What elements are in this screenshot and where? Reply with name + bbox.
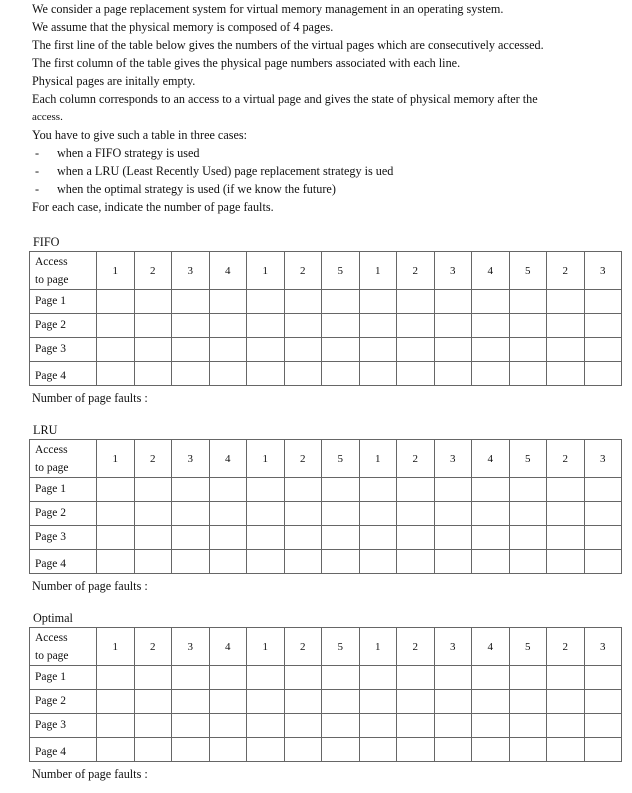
answer-cell[interactable]	[472, 338, 510, 362]
answer-cell[interactable]	[97, 738, 135, 762]
bullet-optimal: - when the optimal strategy is used (if we know the future)	[35, 182, 336, 196]
access-value-cell: 1	[359, 628, 397, 666]
access-value-cell: 5	[322, 252, 360, 290]
answer-cell[interactable]	[97, 362, 135, 386]
access-value-cell: 1	[359, 440, 397, 478]
answer-cell[interactable]	[134, 478, 172, 502]
answer-cell[interactable]	[359, 666, 397, 690]
answer-cell[interactable]	[322, 666, 360, 690]
answer-cell[interactable]	[472, 666, 510, 690]
access-row	[30, 440, 622, 478]
answer-cell[interactable]	[284, 478, 322, 502]
answer-cell[interactable]	[509, 738, 547, 762]
answer-cell[interactable]	[509, 478, 547, 502]
answer-cell[interactable]	[172, 478, 210, 502]
answer-cell[interactable]	[284, 502, 322, 526]
answer-cell[interactable]	[359, 338, 397, 362]
access-value-cell: 1	[97, 252, 135, 290]
access-value-cell: 2	[134, 628, 172, 666]
answer-cell[interactable]	[247, 314, 285, 338]
access-header-cell	[30, 628, 97, 666]
answer-cell[interactable]	[134, 550, 172, 574]
problem-statement	[32, 0, 622, 144]
answer-cell[interactable]	[359, 314, 397, 338]
answer-cell[interactable]	[97, 338, 135, 362]
answer-cell[interactable]	[584, 290, 622, 314]
answer-cell[interactable]	[397, 314, 435, 338]
answer-cell[interactable]	[584, 714, 622, 738]
intro-line: Each column corresponds to an access to a virtual page and gives the state of physical memory after the	[32, 92, 538, 106]
access-value-cell: 2	[397, 440, 435, 478]
answer-cell[interactable]	[247, 290, 285, 314]
page-row	[30, 666, 622, 690]
answer-cell[interactable]	[284, 362, 322, 386]
answer-cell[interactable]	[172, 362, 210, 386]
answer-cell[interactable]	[397, 690, 435, 714]
answer-cell[interactable]	[359, 290, 397, 314]
access-label-line: Access	[35, 443, 68, 456]
lru-page-faults-label: Number of page faults :	[32, 579, 148, 593]
access-label-line: Access	[35, 631, 68, 644]
page-label-cell: Page 3	[30, 338, 97, 362]
answer-cell[interactable]	[209, 478, 247, 502]
answer-cell[interactable]	[547, 690, 585, 714]
answer-cell[interactable]	[584, 666, 622, 690]
answer-cell[interactable]	[322, 714, 360, 738]
access-value-cell: 2	[134, 252, 172, 290]
answer-cell[interactable]	[172, 526, 210, 550]
access-label-line: to page	[35, 273, 69, 286]
page-row	[30, 338, 622, 362]
answer-cell[interactable]	[584, 338, 622, 362]
answer-cell[interactable]	[359, 478, 397, 502]
answer-cell[interactable]	[434, 666, 472, 690]
answer-cell[interactable]	[509, 526, 547, 550]
answer-cell[interactable]	[359, 526, 397, 550]
access-value-cell: 3	[584, 628, 622, 666]
answer-cell[interactable]	[472, 502, 510, 526]
answer-cell[interactable]	[97, 666, 135, 690]
access-value-cell: 2	[284, 252, 322, 290]
answer-cell[interactable]	[472, 478, 510, 502]
answer-cell[interactable]	[209, 338, 247, 362]
access-value-cell: 5	[509, 440, 547, 478]
answer-cell[interactable]	[547, 526, 585, 550]
answer-cell[interactable]	[97, 314, 135, 338]
answer-cell[interactable]	[584, 502, 622, 526]
intro-line: The first column of the table gives the physical page numbers associated with each line.	[32, 56, 461, 70]
access-value-cell: 4	[472, 252, 510, 290]
answer-cell[interactable]	[472, 362, 510, 386]
answer-cell[interactable]	[547, 666, 585, 690]
answer-cell[interactable]	[584, 550, 622, 574]
page-row	[30, 738, 622, 762]
section-title-optimal: Optimal	[33, 611, 73, 625]
answer-cell[interactable]	[547, 714, 585, 738]
answer-cell[interactable]	[397, 738, 435, 762]
answer-cell[interactable]	[397, 362, 435, 386]
access-value-cell: 3	[172, 252, 210, 290]
access-value-cell: 1	[97, 628, 135, 666]
access-label-line: to page	[35, 649, 69, 662]
fifo-page-faults-label: Number of page faults :	[32, 391, 148, 405]
answer-cell[interactable]	[359, 690, 397, 714]
access-value-cell: 3	[584, 252, 622, 290]
answer-cell[interactable]	[209, 550, 247, 574]
answer-cell[interactable]	[247, 526, 285, 550]
answer-cell[interactable]	[322, 362, 360, 386]
page-row	[30, 314, 622, 338]
answer-cell[interactable]	[322, 526, 360, 550]
answer-cell[interactable]	[209, 690, 247, 714]
answer-cell[interactable]	[472, 550, 510, 574]
bullet-text: when a FIFO strategy is used	[57, 146, 200, 160]
answer-cell[interactable]	[397, 478, 435, 502]
answer-cell[interactable]	[284, 526, 322, 550]
access-label-line: to page	[35, 461, 69, 474]
page-label-cell: Page 4	[30, 738, 97, 762]
answer-cell[interactable]	[584, 478, 622, 502]
access-value-cell: 3	[172, 440, 210, 478]
fifo-table	[29, 251, 622, 386]
answer-cell[interactable]	[472, 290, 510, 314]
intro-line: Physical pages are initally empty.	[32, 74, 196, 88]
access-value-cell: 1	[359, 252, 397, 290]
answer-cell[interactable]	[509, 314, 547, 338]
answer-cell[interactable]	[547, 738, 585, 762]
answer-cell[interactable]	[584, 690, 622, 714]
answer-cell[interactable]	[434, 714, 472, 738]
access-value-cell: 2	[547, 628, 585, 666]
answer-cell[interactable]	[209, 738, 247, 762]
access-row	[30, 252, 622, 290]
access-value-cell: 2	[547, 440, 585, 478]
access-value-cell: 1	[97, 440, 135, 478]
answer-cell[interactable]	[284, 338, 322, 362]
answer-cell[interactable]	[547, 314, 585, 338]
answer-cell[interactable]	[359, 714, 397, 738]
answer-cell[interactable]	[97, 526, 135, 550]
answer-cell[interactable]	[509, 502, 547, 526]
answer-cell[interactable]	[134, 502, 172, 526]
access-value-cell: 3	[434, 440, 472, 478]
answer-cell[interactable]	[547, 478, 585, 502]
answer-cell[interactable]	[284, 290, 322, 314]
answer-cell[interactable]	[547, 362, 585, 386]
answer-cell[interactable]	[509, 550, 547, 574]
answer-cell[interactable]	[472, 314, 510, 338]
answer-cell[interactable]	[172, 690, 210, 714]
access-value-cell: 3	[584, 440, 622, 478]
answer-cell[interactable]	[359, 362, 397, 386]
page-row	[30, 290, 622, 314]
answer-cell[interactable]	[247, 738, 285, 762]
access-value-cell: 5	[322, 628, 360, 666]
answer-cell[interactable]	[172, 502, 210, 526]
answer-cell[interactable]	[397, 502, 435, 526]
access-value-cell: 1	[247, 628, 285, 666]
answer-cell[interactable]	[359, 738, 397, 762]
bullet-text: when the optimal strategy is used (if we know the future)	[57, 182, 336, 196]
answer-cell[interactable]	[97, 502, 135, 526]
access-header-cell	[30, 252, 97, 290]
answer-cell[interactable]	[134, 666, 172, 690]
intro-line: We consider a page replacement system for virtual memory management in an operating system.	[32, 2, 504, 16]
answer-cell[interactable]	[322, 290, 360, 314]
answer-cell[interactable]	[322, 738, 360, 762]
answer-cell[interactable]	[209, 526, 247, 550]
access-value-cell: 2	[547, 252, 585, 290]
answer-cell[interactable]	[397, 290, 435, 314]
answer-cell[interactable]	[247, 714, 285, 738]
answer-cell[interactable]	[434, 550, 472, 574]
answer-cell[interactable]	[284, 714, 322, 738]
answer-cell[interactable]	[547, 338, 585, 362]
answer-cell[interactable]	[97, 714, 135, 738]
answer-cell[interactable]	[247, 550, 285, 574]
access-header-cell	[30, 440, 97, 478]
access-value-cell: 5	[322, 440, 360, 478]
section-title-lru: LRU	[33, 423, 58, 437]
answer-cell[interactable]	[247, 666, 285, 690]
optimal-page-faults-label: Number of page faults :	[32, 767, 148, 781]
answer-cell[interactable]	[547, 502, 585, 526]
answer-cell[interactable]	[472, 526, 510, 550]
answer-cell[interactable]	[284, 666, 322, 690]
answer-cell[interactable]	[547, 550, 585, 574]
answer-cell[interactable]	[509, 714, 547, 738]
access-value-cell: 2	[284, 628, 322, 666]
answer-cell[interactable]	[247, 502, 285, 526]
answer-cell[interactable]	[209, 362, 247, 386]
intro-line: access.	[32, 111, 63, 123]
access-value-cell: 4	[209, 628, 247, 666]
answer-cell[interactable]	[247, 478, 285, 502]
access-value-cell: 1	[247, 440, 285, 478]
answer-cell[interactable]	[584, 314, 622, 338]
section-title-fifo: FIFO	[33, 235, 60, 249]
page-label-cell: Page 2	[30, 502, 97, 526]
intro-line: We assume that the physical memory is composed of 4 pages.	[32, 20, 334, 34]
closing-line: For each case, indicate the number of page faults.	[32, 200, 274, 214]
page-row	[30, 362, 622, 386]
answer-cell[interactable]	[322, 550, 360, 574]
access-value-cell: 2	[284, 440, 322, 478]
answer-cell[interactable]	[97, 290, 135, 314]
answer-cell[interactable]	[509, 338, 547, 362]
answer-cell[interactable]	[397, 666, 435, 690]
access-value-cell: 2	[134, 440, 172, 478]
page-row	[30, 478, 622, 502]
lru-table	[29, 439, 622, 574]
answer-cell[interactable]	[584, 738, 622, 762]
answer-cell[interactable]	[172, 338, 210, 362]
access-value-cell: 4	[209, 440, 247, 478]
page-label-cell: Page 1	[30, 478, 97, 502]
answer-cell[interactable]	[547, 290, 585, 314]
page-label-cell: Page 3	[30, 526, 97, 550]
access-value-cell: 5	[509, 628, 547, 666]
answer-cell[interactable]	[472, 690, 510, 714]
bullet-fifo: - when a FIFO strategy is used	[35, 146, 200, 160]
answer-cell[interactable]	[209, 314, 247, 338]
answer-cell[interactable]	[209, 666, 247, 690]
answer-cell[interactable]	[134, 338, 172, 362]
answer-cell[interactable]	[284, 550, 322, 574]
page-row	[30, 690, 622, 714]
answer-cell[interactable]	[172, 550, 210, 574]
answer-cell[interactable]	[397, 338, 435, 362]
access-value-cell: 3	[434, 628, 472, 666]
answer-cell[interactable]	[322, 338, 360, 362]
access-row	[30, 628, 622, 666]
access-value-cell: 5	[509, 252, 547, 290]
answer-cell[interactable]	[209, 714, 247, 738]
answer-cell[interactable]	[509, 362, 547, 386]
answer-cell[interactable]	[322, 502, 360, 526]
bullet-lru: - when a LRU (Least Recently Used) page replacement strategy is ued	[35, 164, 394, 178]
page-row	[30, 502, 622, 526]
answer-cell[interactable]	[134, 314, 172, 338]
optimal-table	[29, 627, 622, 762]
answer-cell[interactable]	[97, 690, 135, 714]
answer-cell[interactable]	[397, 526, 435, 550]
answer-cell[interactable]	[434, 362, 472, 386]
page-label-cell: Page 2	[30, 690, 97, 714]
answer-cell[interactable]	[509, 290, 547, 314]
answer-cell[interactable]	[397, 550, 435, 574]
access-value-cell: 2	[397, 252, 435, 290]
answer-cell[interactable]	[434, 502, 472, 526]
answer-cell[interactable]	[434, 314, 472, 338]
page-row	[30, 714, 622, 738]
answer-cell[interactable]	[322, 314, 360, 338]
answer-cell[interactable]	[434, 690, 472, 714]
answer-cell[interactable]	[322, 690, 360, 714]
bullet-text: when a LRU (Least Recently Used) page replacement strategy is ued	[57, 164, 394, 178]
answer-cell[interactable]	[284, 314, 322, 338]
access-value-cell: 4	[472, 628, 510, 666]
answer-cell[interactable]	[359, 550, 397, 574]
answer-cell[interactable]	[472, 714, 510, 738]
answer-cell[interactable]	[509, 666, 547, 690]
answer-cell[interactable]	[247, 338, 285, 362]
answer-cell[interactable]	[172, 314, 210, 338]
access-value-cell: 4	[209, 252, 247, 290]
answer-cell[interactable]	[172, 290, 210, 314]
access-value-cell: 2	[397, 628, 435, 666]
answer-cell[interactable]	[434, 478, 472, 502]
answer-cell[interactable]	[584, 362, 622, 386]
access-value-cell: 3	[434, 252, 472, 290]
answer-cell[interactable]	[134, 362, 172, 386]
access-label-line: Access	[35, 255, 68, 268]
answer-cell[interactable]	[472, 738, 510, 762]
access-value-cell: 3	[172, 628, 210, 666]
access-value-cell: 4	[472, 440, 510, 478]
page-label-cell: Page 1	[30, 666, 97, 690]
answer-cell[interactable]	[434, 526, 472, 550]
answer-cell[interactable]	[509, 690, 547, 714]
page-label-cell: Page 4	[30, 362, 97, 386]
page-label-cell: Page 2	[30, 314, 97, 338]
access-value-cell: 1	[247, 252, 285, 290]
answer-cell[interactable]	[247, 362, 285, 386]
answer-cell[interactable]	[247, 690, 285, 714]
answer-cell[interactable]	[284, 738, 322, 762]
page-row	[30, 526, 622, 550]
answer-cell[interactable]	[134, 714, 172, 738]
answer-cell[interactable]	[209, 290, 247, 314]
answer-cell[interactable]	[284, 690, 322, 714]
answer-cell[interactable]	[434, 738, 472, 762]
answer-cell[interactable]	[172, 714, 210, 738]
page-label-cell: Page 3	[30, 714, 97, 738]
answer-cell[interactable]	[134, 690, 172, 714]
answer-cell[interactable]	[397, 714, 435, 738]
answer-cell[interactable]	[172, 666, 210, 690]
answer-cell[interactable]	[584, 526, 622, 550]
answer-cell[interactable]	[434, 290, 472, 314]
answer-cell[interactable]	[134, 738, 172, 762]
answer-cell[interactable]	[322, 478, 360, 502]
answer-cell[interactable]	[172, 738, 210, 762]
page-label-cell: Page 1	[30, 290, 97, 314]
page-label-cell: Page 4	[30, 550, 97, 574]
answer-cell[interactable]	[134, 290, 172, 314]
intro-line: The first line of the table below gives the numbers of the virtual pages which are consecutively accessed.	[32, 38, 544, 52]
answer-cell[interactable]	[434, 338, 472, 362]
answer-cell[interactable]	[134, 526, 172, 550]
answer-cell[interactable]	[359, 502, 397, 526]
intro-line: You have to give such a table in three cases:	[32, 128, 248, 142]
answer-cell[interactable]	[209, 502, 247, 526]
answer-cell[interactable]	[97, 478, 135, 502]
page-row	[30, 550, 622, 574]
answer-cell[interactable]	[97, 550, 135, 574]
